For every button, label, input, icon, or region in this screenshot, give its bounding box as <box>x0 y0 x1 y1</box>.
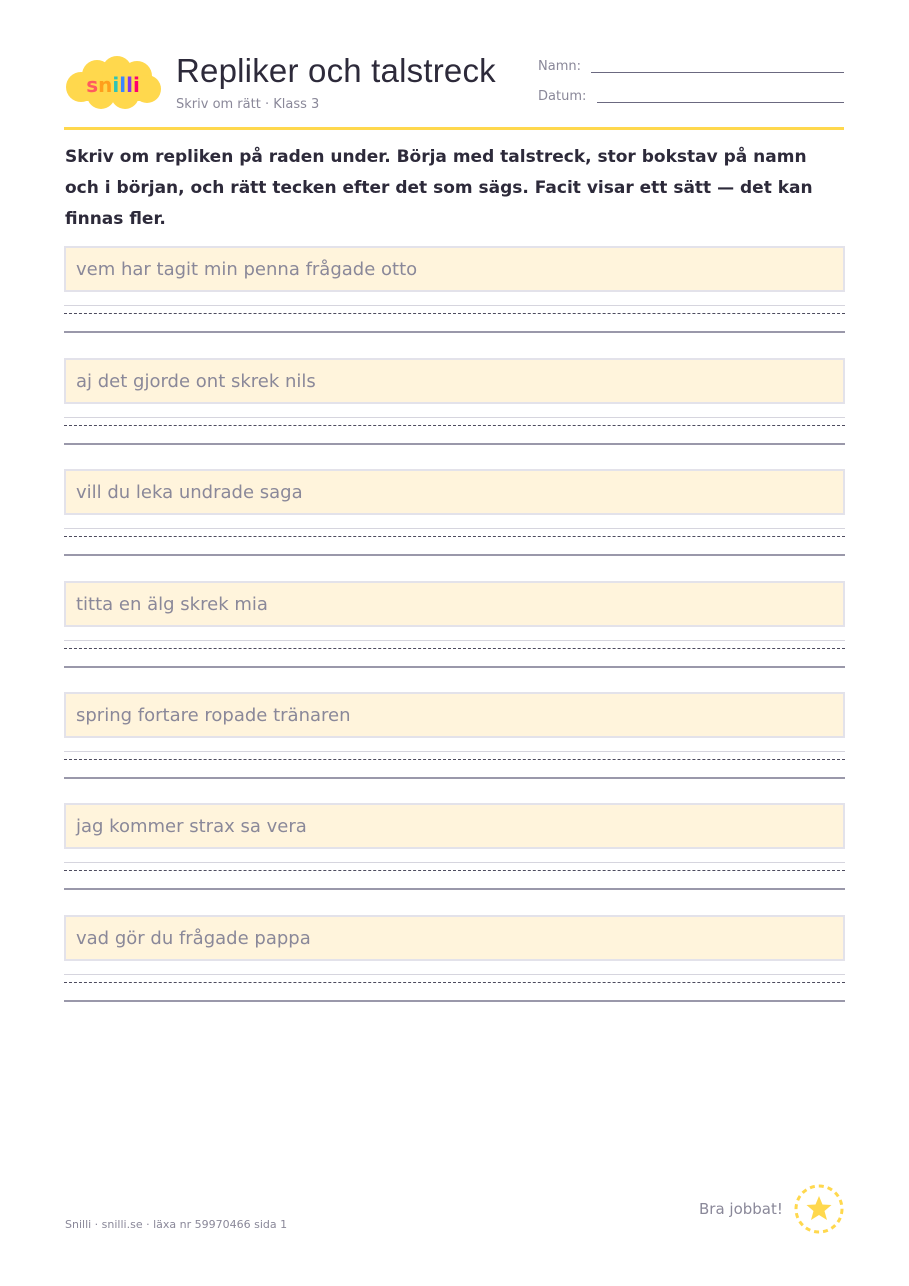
exercise-item <box>64 915 845 1009</box>
answer-writing-lines[interactable] <box>64 961 845 1009</box>
writing-line-top <box>64 417 845 418</box>
exercise-prompt: vem har tagit min penna frågade otto <box>64 246 845 292</box>
star-icon <box>792 1182 846 1236</box>
writing-line-baseline <box>64 443 845 445</box>
answer-writing-lines[interactable] <box>64 738 845 786</box>
writing-line-midline <box>64 648 845 649</box>
svg-text:snilli: snilli <box>86 73 140 97</box>
writing-line-top <box>64 640 845 641</box>
exercise-prompt: aj det gjorde ont skrek nils <box>64 358 845 404</box>
writing-line-midline <box>64 536 845 537</box>
writing-line-midline <box>64 982 845 983</box>
writing-line-top <box>64 305 845 306</box>
writing-line-midline <box>64 425 845 426</box>
praise-text: Bra jobbat! <box>699 1200 783 1218</box>
writing-line-top <box>64 862 845 863</box>
exercise-item <box>64 803 845 897</box>
date-field-line[interactable] <box>597 102 844 103</box>
snilli-logo <box>63 55 163 111</box>
date-label: Datum: <box>538 89 587 104</box>
exercise-item <box>64 692 845 786</box>
writing-line-top <box>64 528 845 529</box>
answer-writing-lines[interactable] <box>64 627 845 675</box>
exercise-prompt: vill du leka undrade saga <box>64 469 845 515</box>
exercise-item <box>64 358 845 452</box>
writing-line-midline <box>64 870 845 871</box>
exercise-prompt: spring fortare ropade tränaren <box>64 692 845 738</box>
writing-line-top <box>64 974 845 975</box>
exercise-prompt: titta en älg skrek mia <box>64 581 845 627</box>
exercise-item <box>64 581 845 675</box>
exercise-item <box>64 469 845 563</box>
exercise-prompt: jag kommer strax sa vera <box>64 803 845 849</box>
writing-line-baseline <box>64 888 845 890</box>
worksheet-subtitle: Skriv om rätt · Klass 3 <box>176 97 320 112</box>
writing-line-baseline <box>64 331 845 333</box>
writing-line-baseline <box>64 554 845 556</box>
answer-writing-lines[interactable] <box>64 404 845 452</box>
writing-line-baseline <box>64 666 845 668</box>
exercise-prompt: vad gör du frågade pappa <box>64 915 845 961</box>
name-field-line[interactable] <box>591 72 844 73</box>
page-footer: Snilli · snilli.se · läxa nr 59970466 sida 1 <box>65 1218 288 1231</box>
answer-writing-lines[interactable] <box>64 849 845 897</box>
exercise-item <box>64 246 845 340</box>
writing-line-baseline <box>64 1000 845 1002</box>
worksheet-title: Repliker och talstreck <box>176 52 496 89</box>
header-divider <box>64 127 844 130</box>
writing-line-baseline <box>64 777 845 779</box>
answer-writing-lines[interactable] <box>64 515 845 563</box>
writing-line-top <box>64 751 845 752</box>
instructions-text: Skriv om repliken på raden under. Börja med talstreck, stor bokstav på namn och i början, och rätt tecken efter det som sägs. Facit visar ett sätt — det kan finnas fler. <box>65 147 813 229</box>
name-label: Namn: <box>538 59 581 74</box>
writing-line-midline <box>64 313 845 314</box>
writing-line-midline <box>64 759 845 760</box>
answer-writing-lines[interactable] <box>64 292 845 340</box>
